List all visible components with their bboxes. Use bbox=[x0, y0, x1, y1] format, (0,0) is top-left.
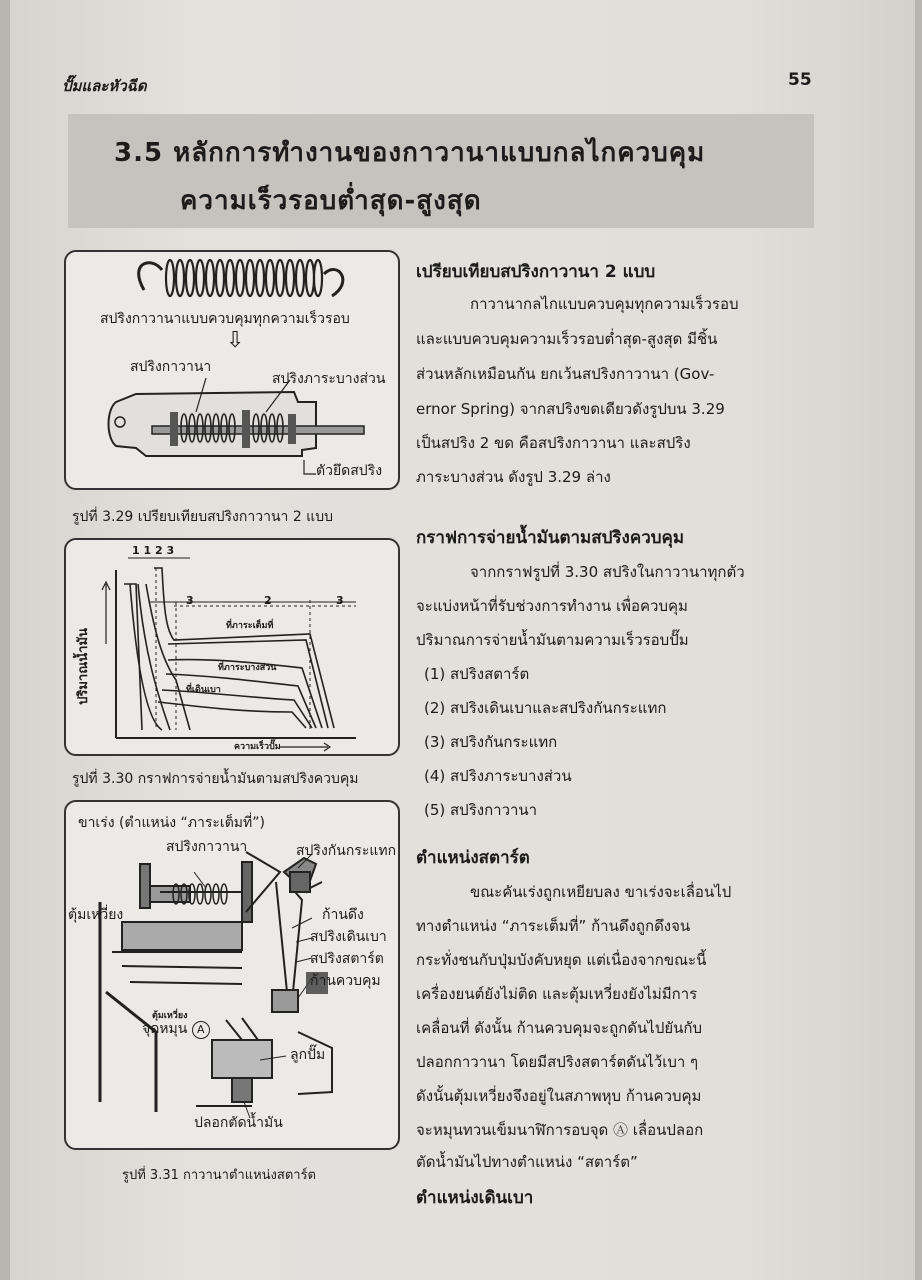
section-title-box bbox=[68, 114, 814, 228]
figure-3-31 bbox=[64, 800, 400, 1150]
range-mark-right: 3 bbox=[336, 594, 344, 607]
figure-3-29 bbox=[64, 250, 400, 490]
graph-line-3: ปริมาณการจ่ายน้ำมันตามความเร็วรอบปั๊ม bbox=[416, 631, 689, 649]
page-number: 55 bbox=[788, 70, 812, 90]
label-flyweight: ตุ้มเหวี่ยง bbox=[68, 907, 124, 923]
start-line-2: ทางตำแหน่ง “ภาระเต็มที่” ก้านดึงถูกดึงจน bbox=[416, 917, 691, 935]
label-governor-spring: สปริงกาวานา bbox=[130, 359, 212, 375]
start-line-9: ตัดน้ำมันไปทางตำแหน่ง “สตาร์ต” bbox=[416, 1153, 638, 1171]
label-anti-stall-spring: สปริงกันกระแทก bbox=[296, 843, 397, 859]
range-mark-middle: 2 bbox=[264, 594, 272, 607]
label-tension-lever: ก้านดึง bbox=[322, 907, 364, 923]
label-control-lever: ก้านควบคุม bbox=[310, 973, 381, 989]
start-line-4: เครื่องยนต์ยังไม่ติด และตุ้มเหวี่ยงยังไม่มีการ bbox=[416, 985, 698, 1003]
heading-fuel-graph: กราฟการจ่ายน้ำมันตามสปริงควบคุม bbox=[416, 528, 685, 548]
compare-line-4: ernor Spring) จากสปริงขดเดียวดังรูปบน 3.29 bbox=[416, 400, 725, 418]
heading-compare-springs: เปรียบเทียบสปริงกาวานา 2 แบบ bbox=[416, 262, 656, 282]
label-pivot-point bbox=[142, 1018, 210, 1040]
label-start-spring: สปริงสตาร์ต bbox=[310, 951, 384, 967]
list-item-1: (1) สปริงสตาร์ต bbox=[424, 665, 530, 683]
label-all-speed-spring: สปริงกาวานาแบบควบคุมทุกความเร็วรอบ bbox=[100, 311, 350, 327]
figure-3-30 bbox=[64, 538, 400, 756]
label-control-sleeve: ปลอกตัดน้ำมัน bbox=[194, 1115, 283, 1131]
start-line-5: เคลื่อนที่ ดังนั้น ก้านควบคุมจะถูกดันไปยันกับ bbox=[416, 1019, 702, 1037]
section-title-line2: ความเร็วรอบต่ำสุด-สูงสุด bbox=[180, 186, 482, 216]
label-idle: ที่เดินเบา bbox=[186, 685, 221, 695]
graph-top-marks: 1 1 2 3 bbox=[132, 544, 175, 557]
label-throttle-lever: ขาเร่ง (ตำแหน่ง “ภาระเต็มที่”) bbox=[78, 815, 265, 831]
figure-3-30-caption: รูปที่ 3.30 กราฟการจ่ายน้ำมันตามสปริงควบคุม bbox=[72, 771, 359, 787]
label-full-load: ที่ภาระเต็มที่ bbox=[226, 621, 274, 631]
start-line-7: ดังนั้นตุ้มเหวี่ยงจึงอยู่ในสภาพหุบ ก้านควบคุม bbox=[416, 1087, 702, 1105]
heading-idle-position: ตำแหน่งเดินเบา bbox=[416, 1188, 534, 1208]
graph-line-2: จะแบ่งหน้าที่รับช่วงการทำงาน เพื่อควบคุม bbox=[416, 597, 688, 615]
y-axis-label: ปริมาณน้ำมัน bbox=[75, 628, 91, 705]
section-title-line1: 3.5 หลักการทำงานของกาวานาแบบกลไกควบคุม bbox=[114, 138, 706, 168]
list-item-3: (3) สปริงกันกระแทก bbox=[424, 733, 558, 751]
list-item-5: (5) สปริงกาวานา bbox=[424, 801, 538, 819]
fuel-delivery-graph bbox=[66, 540, 398, 754]
compare-line-6: ภาระบางส่วน ดังรูป 3.29 ล่าง bbox=[416, 468, 611, 486]
down-arrow-icon: ⇩ bbox=[226, 328, 245, 353]
label-plunger: ลูกปั๊ม bbox=[290, 1047, 326, 1063]
book-page bbox=[10, 0, 915, 1280]
label-partial-load-spring: สปริงภาระบางส่วน bbox=[272, 371, 386, 387]
start-line-1: ขณะคันเร่งถูกเหยียบลง ขาเร่งจะเลื่อนไป bbox=[470, 883, 732, 901]
range-mark-left: 3 bbox=[186, 594, 194, 607]
list-item-4: (4) สปริงภาระบางส่วน bbox=[424, 767, 572, 785]
compare-line-1: กาวานากลไกแบบควบคุมทุกความเร็วรอบ bbox=[470, 295, 739, 313]
compare-line-3: ส่วนหลักเหมือนกัน ยกเว้นสปริงกาวานา (Gov- bbox=[416, 365, 715, 383]
label-pivot-text: จุดหมุน bbox=[142, 1021, 188, 1037]
list-item-2: (2) สปริงเดินเบาและสปริงกันกระแทก bbox=[424, 699, 667, 717]
label-idle-spring: สปริงเดินเบา bbox=[310, 929, 387, 945]
figure-3-29-caption: รูปที่ 3.29 เปรียบเทียบสปริงกาวานา 2 แบบ bbox=[72, 509, 333, 525]
compare-line-5: เป็นสปริง 2 ขด คือสปริงกาวานา และสปริง bbox=[416, 434, 691, 452]
label-governor-spring: สปริงกาวานา bbox=[166, 839, 248, 855]
compare-line-2: และแบบควบคุมความเร็วรอบต่ำสุด-สูงสุด มีชิ้น bbox=[416, 330, 718, 348]
start-line-8: จะหมุนทวนเข็มนาฬิการอบจุด Ⓐ เลื่อนปลอก bbox=[416, 1121, 704, 1139]
start-line-6: ปลอกกาวานา โดยมีสปริงสตาร์ตดันไว้เบา ๆ bbox=[416, 1053, 699, 1071]
graph-line-1: จากกราฟรูปที่ 3.30 สปริงในกาวานาทุกตัว bbox=[470, 563, 745, 581]
running-head: ปั๊มและหัวฉีด bbox=[62, 77, 147, 95]
figure-3-31-caption: รูปที่ 3.31 กาวานาตำแหน่งสตาร์ต bbox=[122, 1168, 316, 1183]
start-line-3: กระทั่งชนกับปุ่มบังคับหยุด แต่เนื่องจากขณะนี้ bbox=[416, 951, 707, 969]
label-partial-load: ที่ภาระบางส่วน bbox=[218, 663, 277, 673]
x-axis-label: ความเร็วปั๊ม bbox=[234, 742, 281, 752]
pivot-mark: A bbox=[192, 1021, 210, 1039]
label-flyweight-small: ตุ้มเหวี่ยง bbox=[152, 1011, 188, 1021]
heading-start-position: ตำแหน่งสตาร์ต bbox=[416, 848, 530, 868]
label-spring-retainer: ตัวยึดสปริง bbox=[316, 463, 383, 479]
